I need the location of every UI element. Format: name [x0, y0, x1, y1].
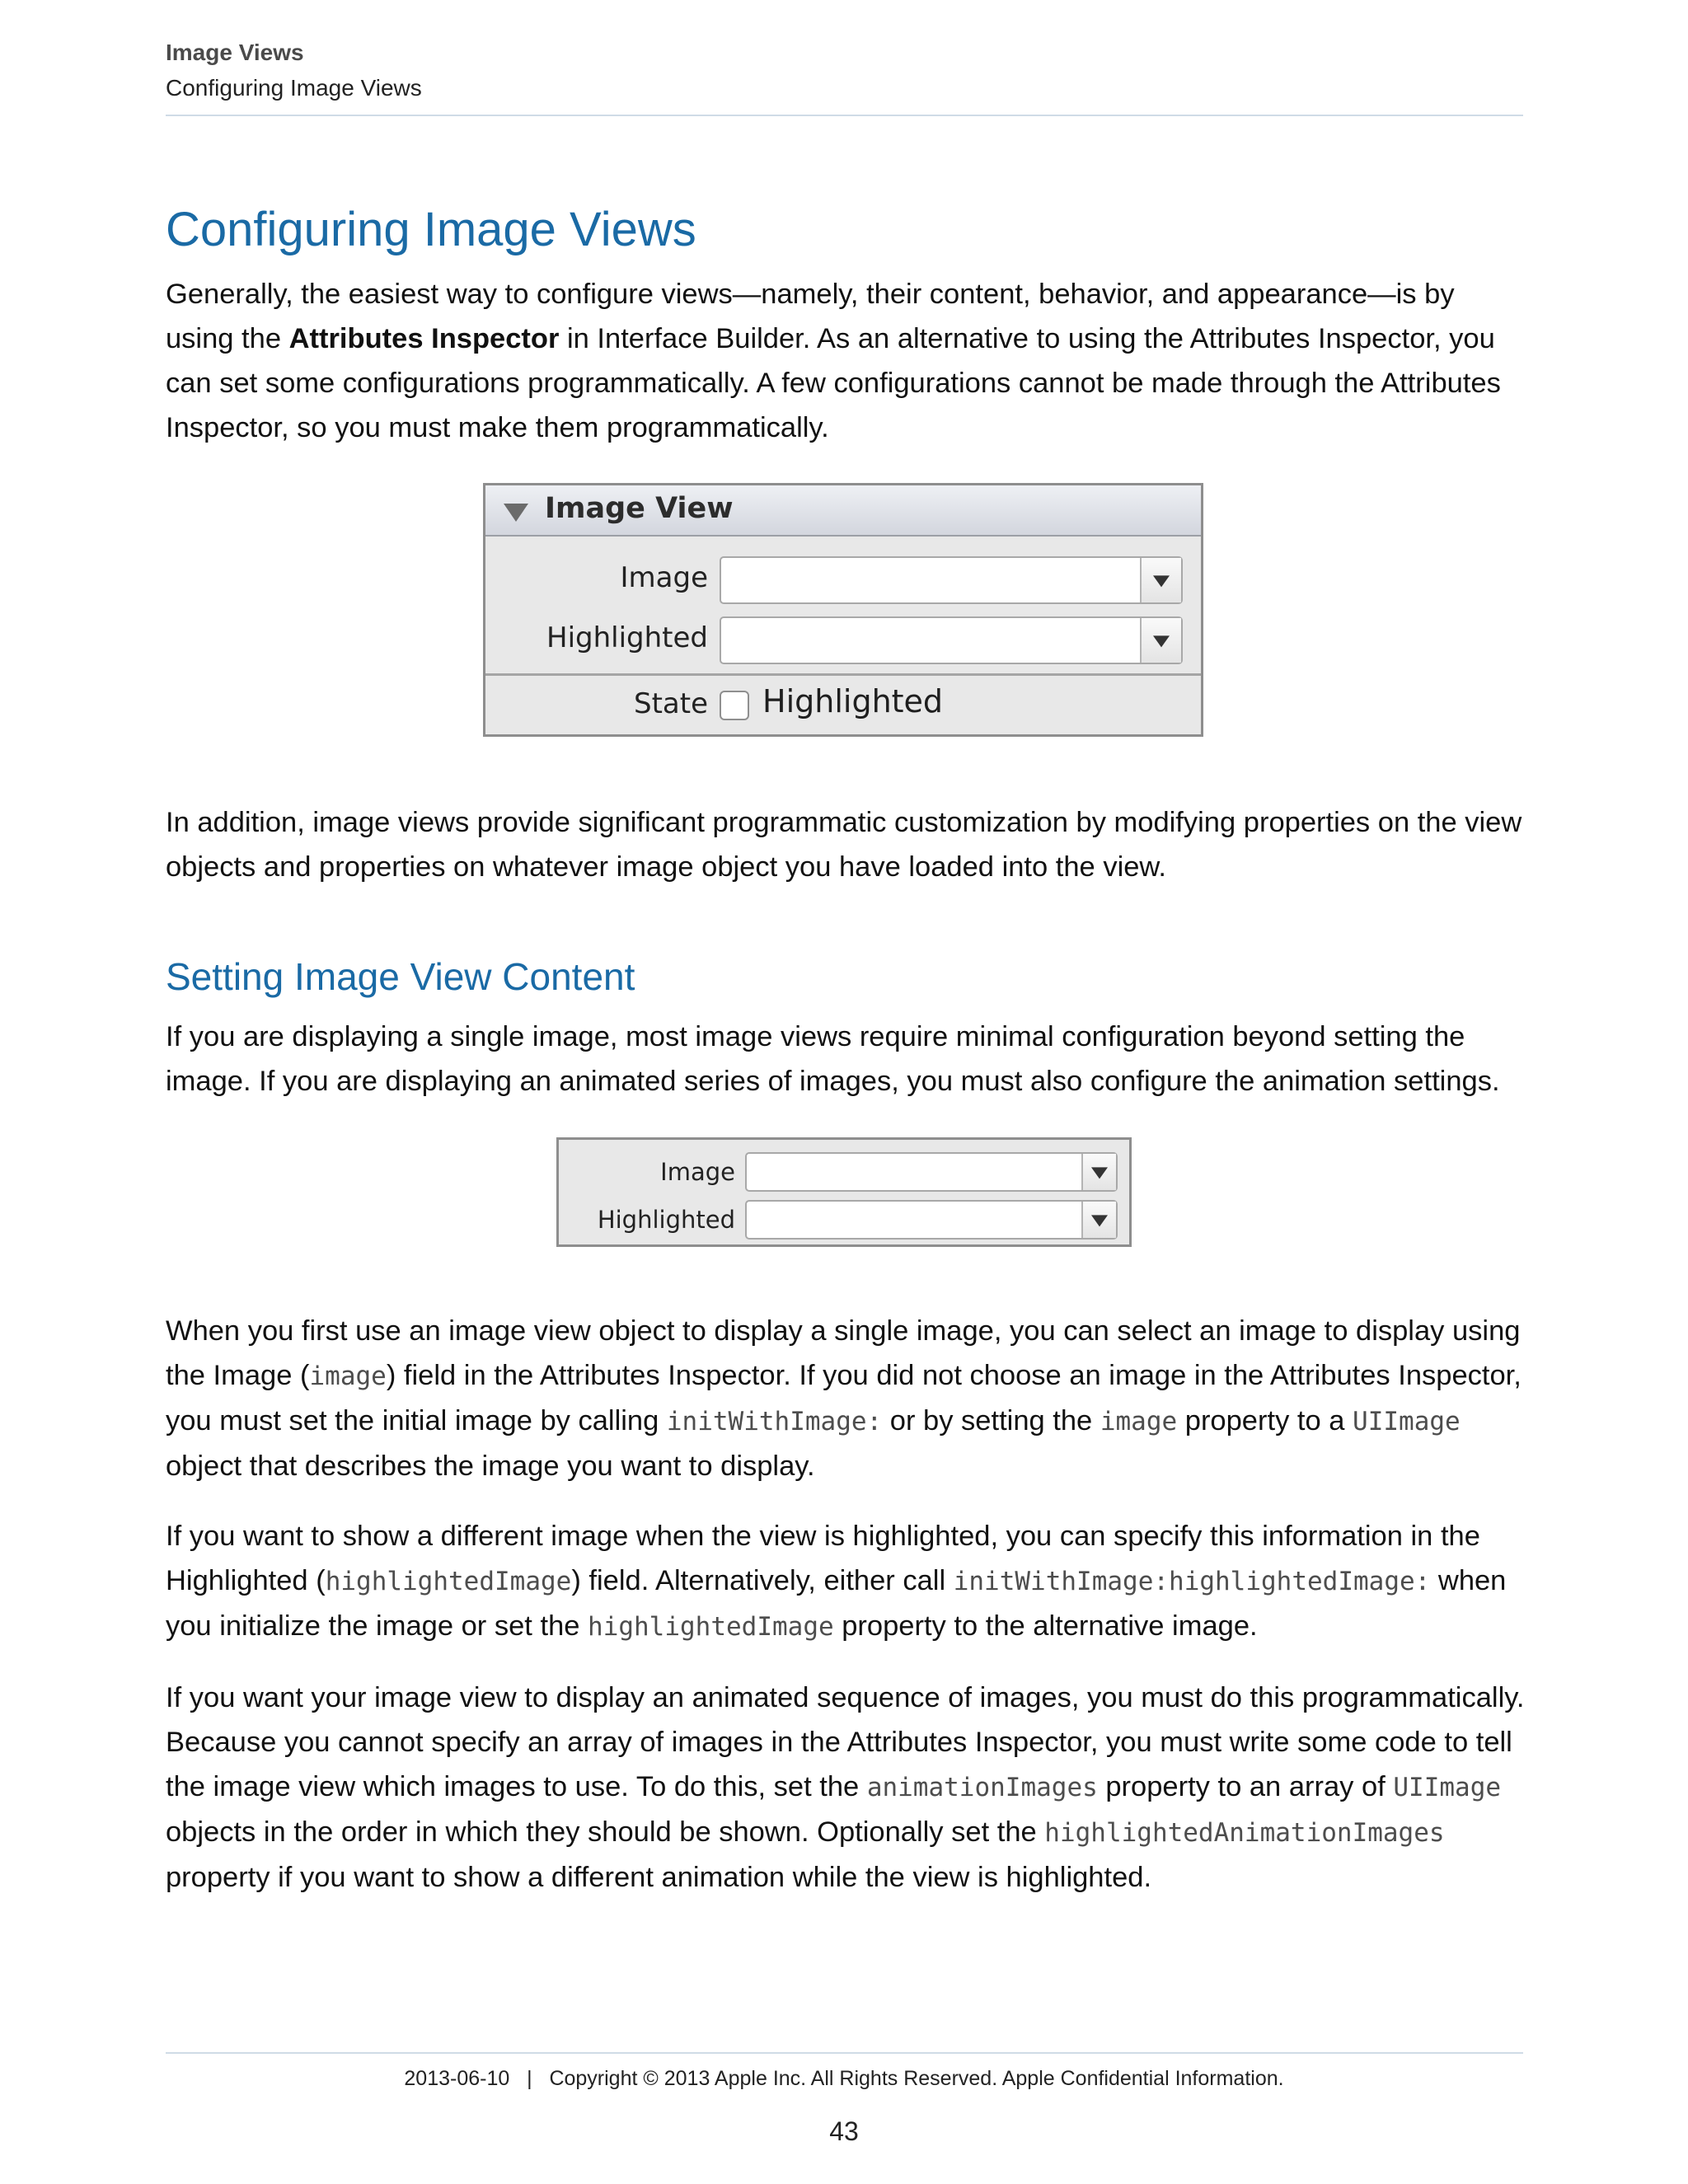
image-fields-inspector-panel [556, 1137, 1132, 1247]
intro-text-a: Generally, the easiest way to configure views—namely, their content, behavior, and appearance—is by using the [166, 279, 1455, 354]
header-divider [166, 115, 1523, 116]
code-initWithImage-highlightedImage: initWithImage:highlightedImage: [953, 1567, 1431, 1596]
image-dropdown-button[interactable] [1081, 1154, 1116, 1190]
customization-paragraph: In addition, image views provide significant programmatic customization by modifying properties on the view objects and properties on whatever image object you have loaded into the view. [166, 807, 1522, 883]
image-view-section-header[interactable] [485, 485, 1201, 537]
code-animationImages: animationImages [866, 1773, 1098, 1802]
code-highlightedImage: highlightedImage [325, 1567, 572, 1596]
intro-paragraph [166, 272, 1526, 450]
highlighted-image-paragraph [166, 1514, 1526, 1649]
highlighted-dropdown-button[interactable] [1140, 618, 1181, 663]
p3-text-5: object that describes the image you want to display. [166, 1451, 815, 1482]
p4-text-3: when you initialize the image or set the [166, 1565, 1507, 1642]
footer-copyright: 2013-06-10 | Copyright © 2013 Apple Inc. All Rights Reserved. Apple Confidential Information. [404, 2067, 1284, 2090]
page-number: 43 [829, 2116, 859, 2146]
image-field-label: Image [620, 561, 708, 594]
animation-paragraph [166, 1675, 1526, 1900]
dropdown-arrow-icon [1153, 635, 1170, 647]
intro-text-b: in Interface Builder. As an alternative to using the Attributes Inspector, you can set some configurations programmatically. A few configurations cannot be made through the Attributes Inspector, so you must make them programmatically. [166, 323, 1501, 443]
running-header-section: Configuring Image Views [166, 75, 422, 101]
highlighted-field-label: Highlighted [597, 1206, 735, 1234]
p5-text-3: objects in the order in which they should be shown. Optionally set the [166, 1816, 1045, 1848]
dropdown-arrow-icon [1091, 1215, 1108, 1226]
highlighted-combo-field[interactable] [720, 616, 1183, 664]
p4-text-1: If you want to show a different image when the view is highlighted, you can specify this information in the Highlighted ( [166, 1521, 1480, 1596]
code-highlightedImage-property: highlightedImage [588, 1612, 834, 1642]
p3-text-1: When you first use an image view object to display a single image, you can select an image to display using the Image ( [166, 1315, 1521, 1391]
setting-content-paragraph: If you are displaying a single image, most image views require minimal configuration beyond setting the image. If you are displaying an animated series of images, you must also configure the animation settings. [166, 1021, 1500, 1097]
footer-divider [166, 2052, 1523, 2054]
p3-text-2: ) field in the Attributes Inspector. If you did not choose an image in the Attributes Inspector, you must set the initial image by calling [166, 1360, 1522, 1436]
image-combo-field[interactable] [745, 1152, 1118, 1192]
p4-text-2: ) field. Alternatively, either call [571, 1565, 954, 1596]
p5-text-4: property if you want to show a different animation while the view is highlighted. [166, 1862, 1152, 1893]
intro-bold-attributes-inspector: Attributes Inspector [288, 323, 560, 354]
highlighted-field-label: Highlighted [546, 621, 708, 654]
p5-text-2: property to an array of [1097, 1771, 1394, 1802]
running-header-chapter: Image Views [166, 40, 304, 65]
highlighted-dropdown-button[interactable] [1081, 1202, 1116, 1238]
p3-text-4: property to a [1177, 1405, 1353, 1436]
code-image-property: image [1100, 1407, 1178, 1436]
image-combo-field[interactable] [720, 556, 1183, 604]
image-field-label: Image [660, 1158, 735, 1186]
code-image: image [309, 1361, 387, 1391]
state-checkbox-label[interactable]: Highlighted [762, 683, 944, 719]
single-image-paragraph [166, 1309, 1526, 1488]
p3-text-3: or by setting the [882, 1405, 1100, 1436]
image-view-inspector-panel [483, 483, 1203, 737]
image-dropdown-button[interactable] [1140, 558, 1181, 602]
code-highlightedAnimationImages: highlightedAnimationImages [1044, 1818, 1445, 1848]
dropdown-arrow-icon [1153, 575, 1170, 587]
panel-divider [485, 673, 1201, 676]
code-initWithImage: initWithImage: [666, 1407, 883, 1436]
state-highlighted-checkbox[interactable] [720, 691, 749, 720]
p4-text-4: property to the alternative image. [833, 1610, 1258, 1642]
section-heading-setting-content: Setting Image View Content [166, 955, 635, 998]
page-title: Configuring Image Views [166, 203, 696, 256]
disclosure-triangle-icon[interactable] [504, 504, 528, 522]
image-view-section-title: Image View [545, 492, 734, 525]
p5-text-1: If you want your image view to display an animated sequence of images, you must do this programmatically. Because you cannot specify an array of images in the Attributes Inspector, you must write some code to tell the image view which images to use. To do this, set the [166, 1682, 1525, 1802]
code-UIImage: UIImage [1353, 1407, 1461, 1436]
dropdown-arrow-icon [1091, 1167, 1108, 1179]
state-label: State [634, 687, 708, 720]
code-UIImage: UIImage [1393, 1773, 1502, 1802]
highlighted-combo-field[interactable] [745, 1200, 1118, 1240]
